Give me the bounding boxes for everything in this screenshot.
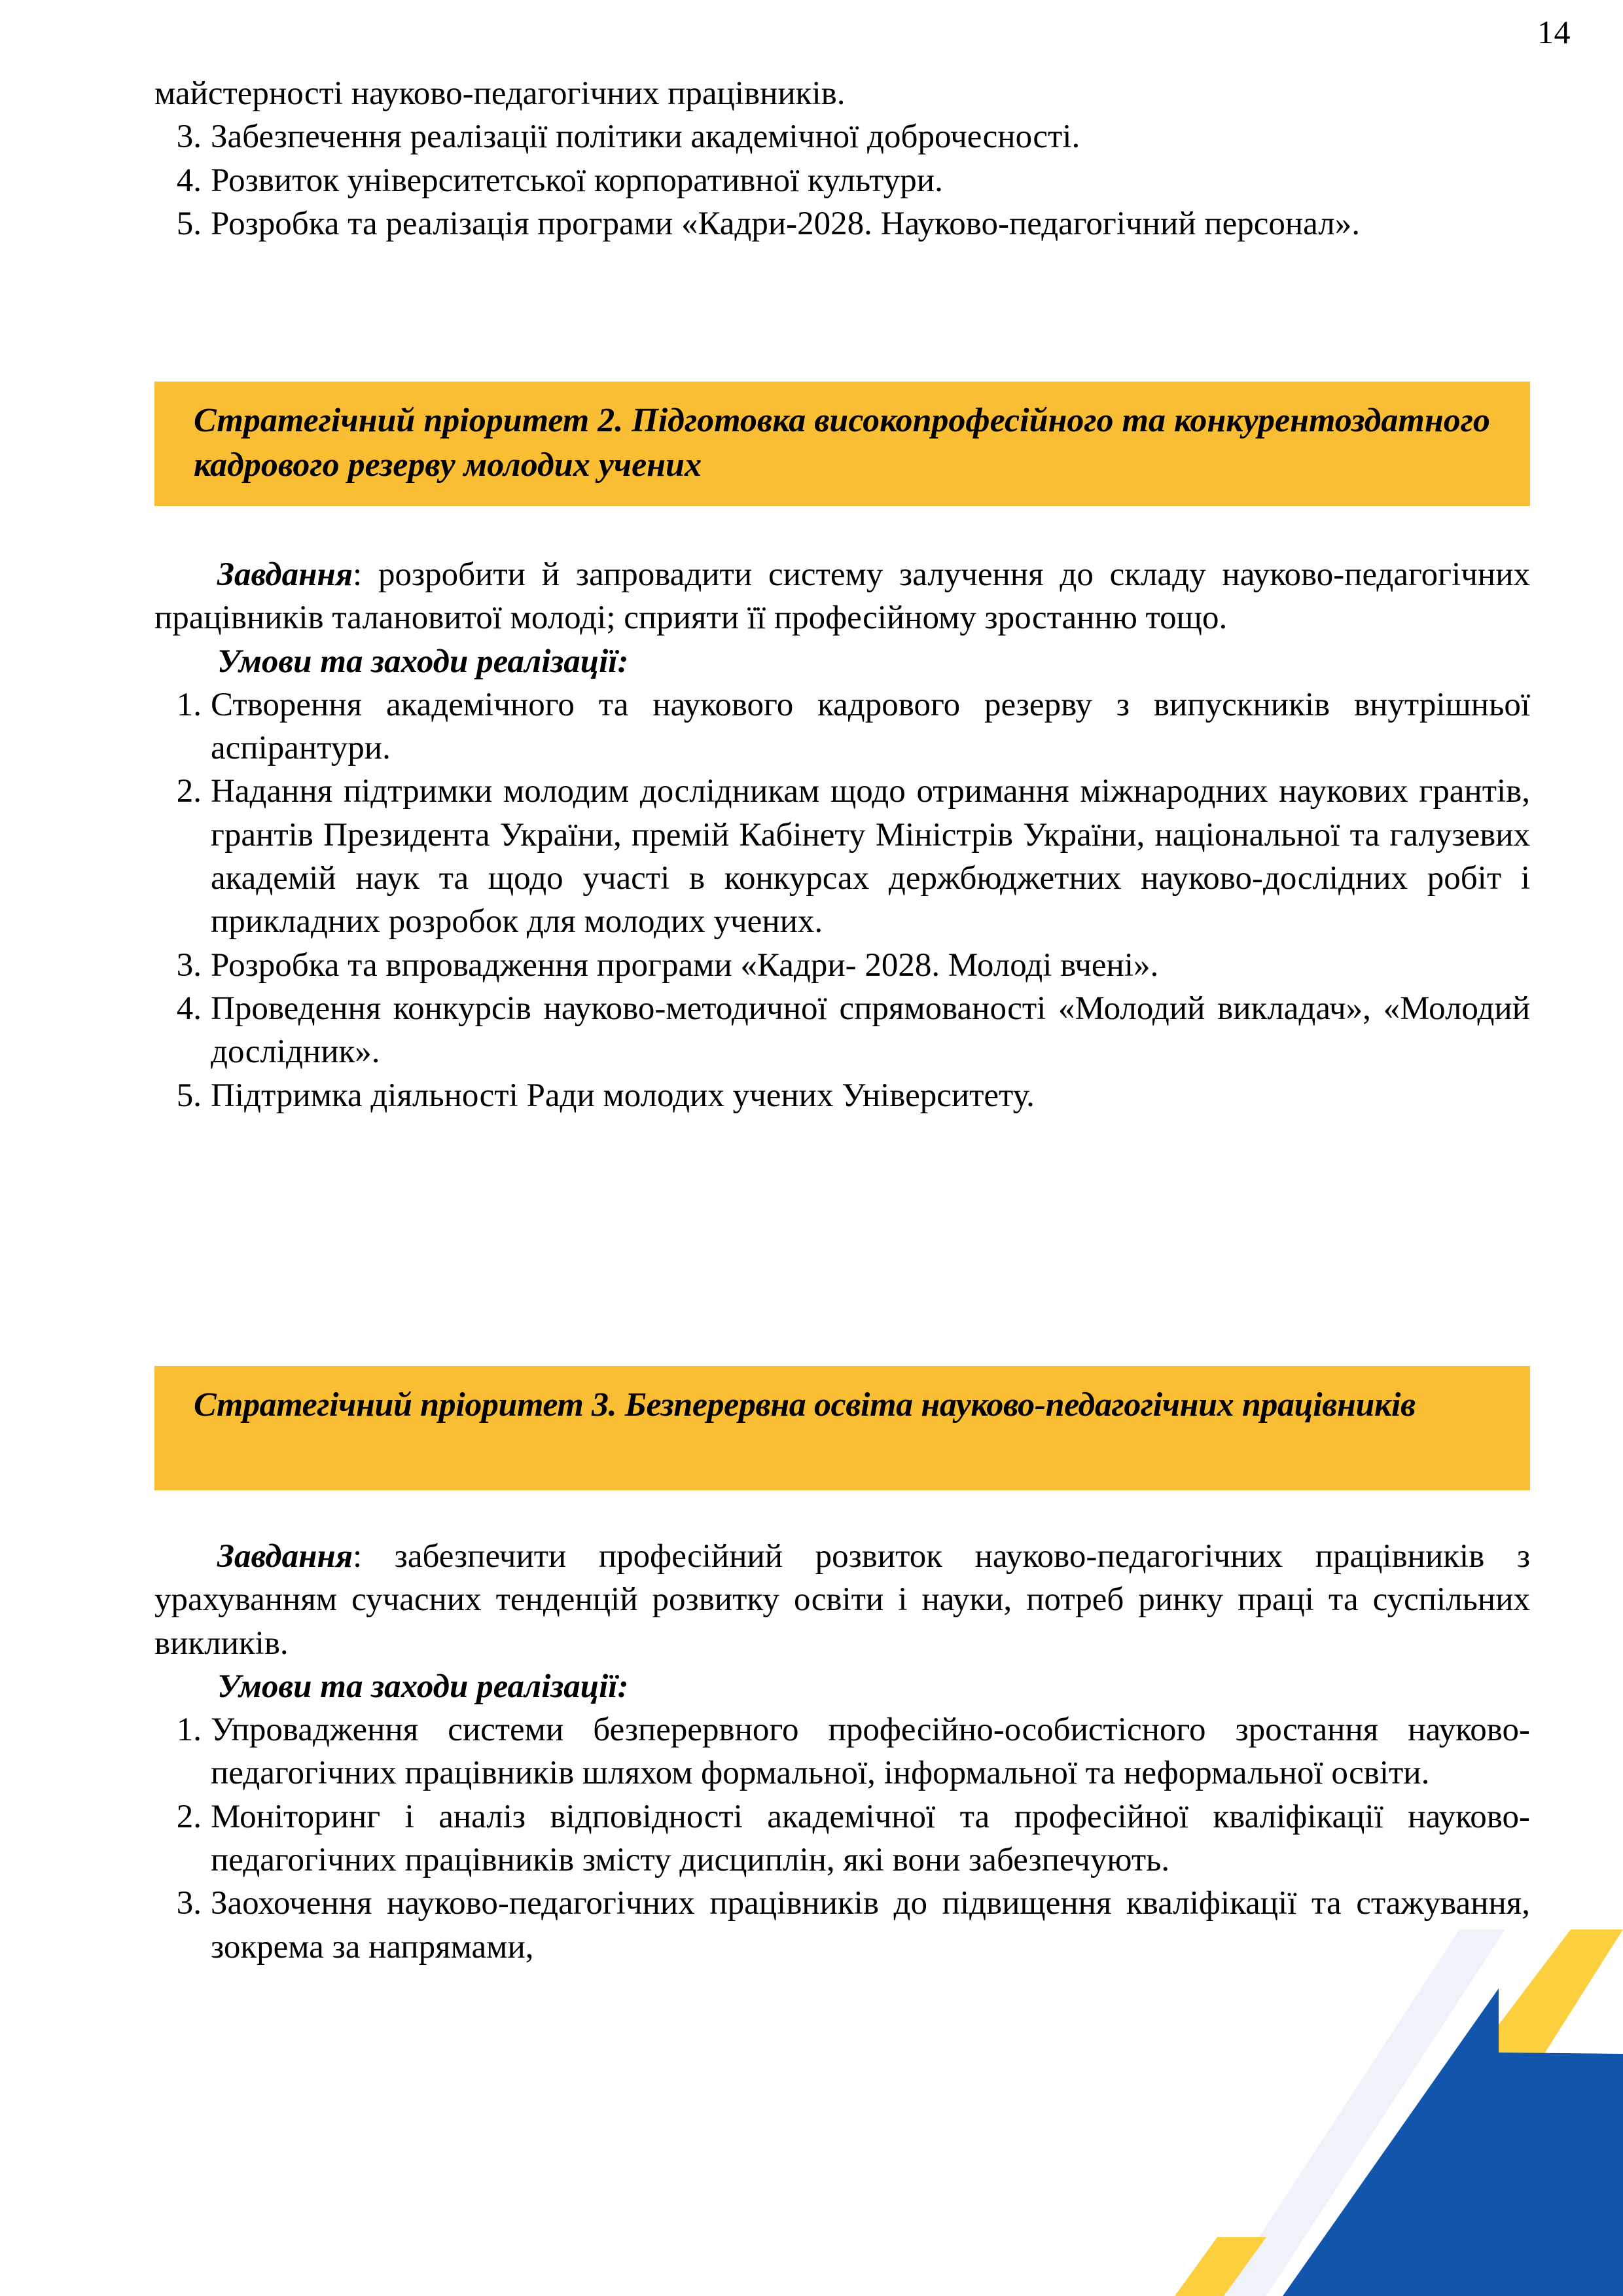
priority-2-conditions-label: Умови та заходи реалізації: bbox=[217, 643, 629, 680]
list-item bbox=[154, 1882, 1530, 1969]
priority-2-task-paragraph bbox=[154, 553, 1530, 640]
decor-yellow-accent bbox=[1175, 2237, 1266, 2296]
corner-flag-decoration bbox=[1152, 1929, 1623, 2296]
list-item bbox=[154, 944, 1530, 987]
list-item-text: Розробка та впровадження програми «Кадри- 2028. Молоді вчені». bbox=[211, 946, 1159, 984]
list-item-number: 5. bbox=[176, 205, 202, 242]
list-item-text: Заохочення науково-педагогічних працівників до підвищення кваліфікації та стажування, зокрема за напрямами, bbox=[211, 1885, 1530, 1965]
list-item bbox=[154, 987, 1530, 1074]
list-item-number: 4. bbox=[176, 162, 202, 199]
page-content bbox=[154, 72, 1530, 245]
list-item-number: 3. bbox=[176, 946, 202, 984]
decor-blue-triangle bbox=[1283, 1988, 1623, 2296]
list-item-number: 1. bbox=[176, 1712, 202, 1749]
priority-2-banner-text: Стратегічний пріоритет 2. Підготовка високопрофесійного та конкурентоздатного кадрового резерву молодих учених bbox=[194, 402, 1490, 484]
list-item-text: Упровадження системи безперервного професійно-особистісного зростання науково-педагогічних працівників шляхом формальної, інформальної та неформальної освіти. bbox=[211, 1712, 1530, 1792]
list-item-number: 1. bbox=[176, 686, 202, 723]
page-number: 14 bbox=[1537, 14, 1571, 50]
list-item-text: Розвиток університетської корпоративної культури. bbox=[211, 162, 943, 199]
task-text: : розробити й запровадити систему залучення до складу науково-педагогічних працівників талановитої молоді; сприяти її професійному зростанню тощо. bbox=[154, 556, 1530, 637]
list-item-number: 4. bbox=[176, 990, 202, 1027]
list-item bbox=[154, 1795, 1530, 1882]
list-item-text: Надання підтримки молодим дослідникам щодо отримання міжнародних наукових грантів, грантів Президента України, премій Кабінету Міністрів України, національної та галузевих академій наук та щодо участі в конкурсах держбюджетних науково-дослідних робіт і прикладних розробок для молодих учених. bbox=[211, 773, 1530, 941]
priority-2-body bbox=[154, 553, 1530, 1117]
priority-3-task-paragraph bbox=[154, 1535, 1530, 1665]
list-item bbox=[154, 770, 1530, 943]
list-item-number: 2. bbox=[176, 773, 202, 810]
list-item-number: 3. bbox=[176, 118, 202, 156]
priority-3-banner-text: Стратегічний пріоритет 3. Безперервна освіта науково-педагогічних працівників bbox=[194, 1386, 1416, 1424]
priority-2-banner bbox=[154, 382, 1530, 506]
list-item-text: Створення академічного та наукового кадрового резерву з випускників внутрішньої аспірантури. bbox=[211, 686, 1530, 767]
list-item-text: Моніторинг і аналіз відповідності академічної та професійної кваліфікації науково-педагогічних працівників змісту дисциплін, які вони забезпечують. bbox=[211, 1798, 1530, 1879]
priority-3-conditions-label: Умови та заходи реалізації: bbox=[217, 1668, 629, 1705]
decor-yellow-band bbox=[1348, 1929, 1623, 2224]
continuation-paragraph: майстерності науково-педагогічних працівників. bbox=[154, 75, 846, 112]
task-label: Завдання bbox=[217, 556, 353, 593]
task-label: Завдання bbox=[217, 1538, 353, 1575]
top-numbered-list bbox=[154, 115, 1530, 245]
list-item-number: 2. bbox=[176, 1798, 202, 1835]
list-item bbox=[154, 1708, 1530, 1795]
list-item bbox=[154, 159, 1530, 202]
list-item-number: 3. bbox=[176, 1885, 202, 1922]
list-item bbox=[154, 1074, 1530, 1117]
list-item bbox=[154, 683, 1530, 770]
priority-2-list bbox=[154, 683, 1530, 1117]
list-item-text: Проведення конкурсів науково-методичної спрямованості «Молодий викладач», «Молодий дослідник». bbox=[211, 990, 1530, 1071]
list-item-number: 5. bbox=[176, 1077, 202, 1114]
list-item bbox=[154, 115, 1530, 158]
decor-pale-stripe bbox=[1221, 1929, 1505, 2296]
task-text: : забезпечити професійний розвиток науково-педагогічних працівників з урахуванням сучасних тенденцій розвитку освіти і науки, потреб ринку праці та суспільних викликів. bbox=[154, 1538, 1530, 1662]
list-item-text: Підтримка діяльності Ради молодих учених Університету. bbox=[211, 1077, 1035, 1114]
list-item-text: Забезпечення реалізації політики академічної доброчесності. bbox=[211, 118, 1080, 156]
priority-3-list bbox=[154, 1708, 1530, 1969]
list-item bbox=[154, 202, 1530, 245]
priority-3-body bbox=[154, 1535, 1530, 1969]
list-item-text: Розробка та реалізація програми «Кадри-2028. Науково-педагогічний персонал». bbox=[211, 205, 1360, 242]
priority-3-banner bbox=[154, 1366, 1530, 1490]
